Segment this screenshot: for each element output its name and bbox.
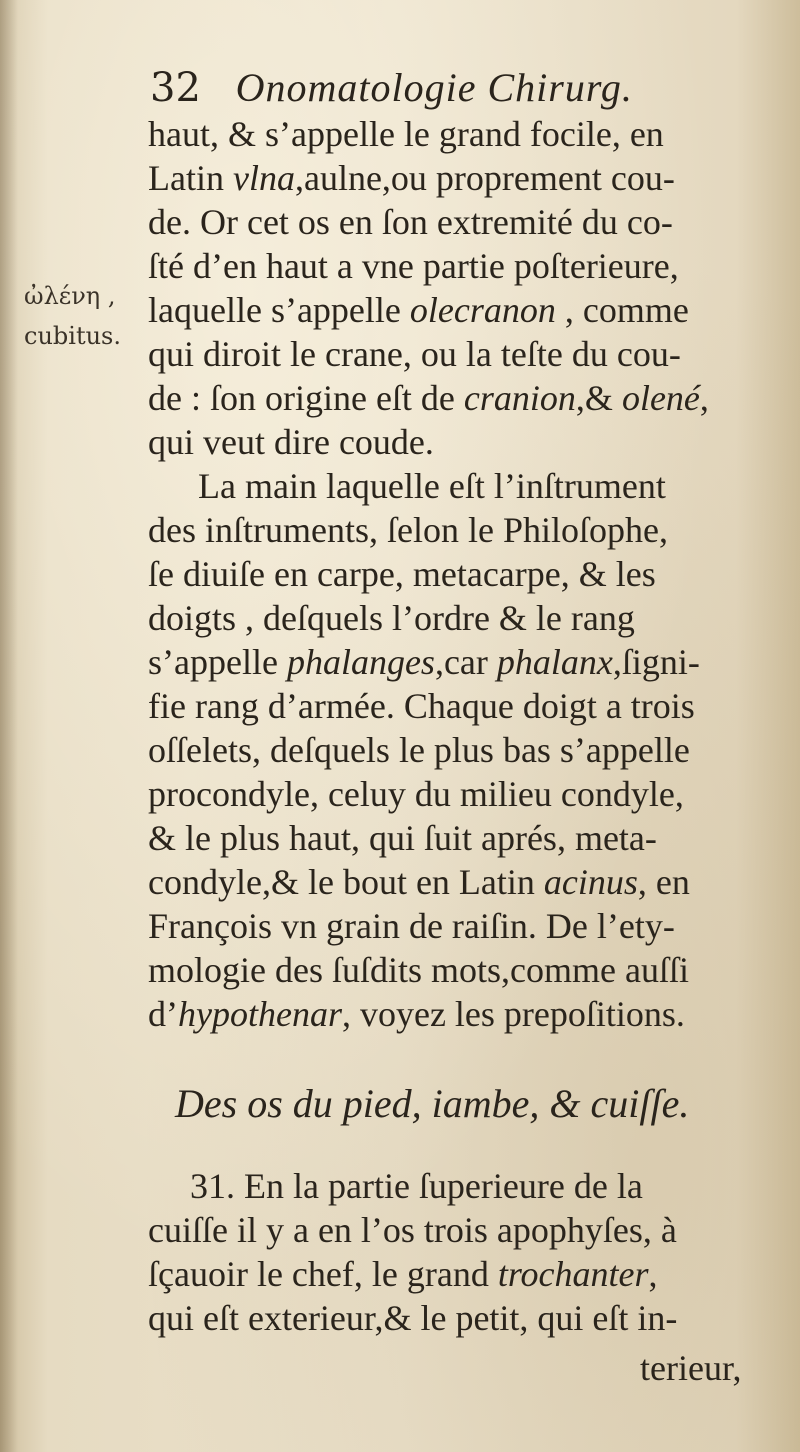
text-line: La main laquelle eſt l’inſtrument <box>198 466 666 506</box>
catchword: terieur, <box>640 1348 742 1388</box>
page-gutter-shadow <box>0 0 18 1452</box>
page-number: 32 <box>150 65 201 111</box>
text-line: condyle,& le bout en Latin acinus, en <box>148 862 690 902</box>
text-line: des inſtruments, ſelon le Philoſophe, <box>148 510 668 550</box>
text-line: & le plus haut, qui ſuit aprés, meta- <box>148 818 657 858</box>
text-line: ſté d’en haut a vne partie poſterieure, <box>148 246 679 286</box>
text-line: doigts , deſquels l’ordre & le rang <box>148 598 635 638</box>
text-line: d’hypothenar, voyez les prepoſitions. <box>148 994 685 1034</box>
margin-note-latin: cubitus. <box>24 322 121 350</box>
running-title: Onomatologie Chirurg. <box>235 65 633 110</box>
text-line: mologie des ſuſdits mots,comme auſſi <box>148 950 689 990</box>
text-line: oſſelets, deſquels le plus bas s’appelle <box>148 730 690 770</box>
text-line: haut, & s’appelle le grand focile, en <box>148 114 664 154</box>
text-line: 31. En la partie ſuperieure de la <box>190 1166 643 1206</box>
section-title: Des os du pied, iambe, & cuiſſe. <box>175 1081 690 1126</box>
text-line: qui diroit le crane, ou la teſte du cou- <box>148 334 681 374</box>
text-line: François vn grain de raiſin. De l’ety- <box>148 906 675 946</box>
text-line: qui eſt exterieur,& le petit, qui eſt in- <box>148 1298 678 1338</box>
text-line: ſe diuiſe en carpe, metacarpe, & les <box>148 554 656 594</box>
running-head <box>150 66 710 110</box>
text-line: cuiſſe il y a en l’os trois apophyſes, à <box>148 1210 677 1250</box>
text-line: fie rang d’armée. Chaque doigt a trois <box>148 686 695 726</box>
text-line: de : ſon origine eſt de cranion,& olené, <box>148 378 709 418</box>
margin-note <box>24 276 142 356</box>
text-line: laquelle s’appelle olecranon , comme <box>148 290 689 330</box>
text-line: Latin vlna,aulne,ou proprement cou- <box>148 158 675 198</box>
text-line: de. Or cet os en ſon extremité du co- <box>148 202 673 242</box>
text-line: ſçauoir le chef, le grand trochanter, <box>148 1254 658 1294</box>
text-line: s’appelle phalanges,car phalanx,ſigni- <box>148 642 700 682</box>
margin-note-greek: ὠλένη , <box>24 282 116 310</box>
text-line: procondyle, celuy du milieu condyle, <box>148 774 684 814</box>
text-line: qui veut dire coude. <box>148 422 434 462</box>
